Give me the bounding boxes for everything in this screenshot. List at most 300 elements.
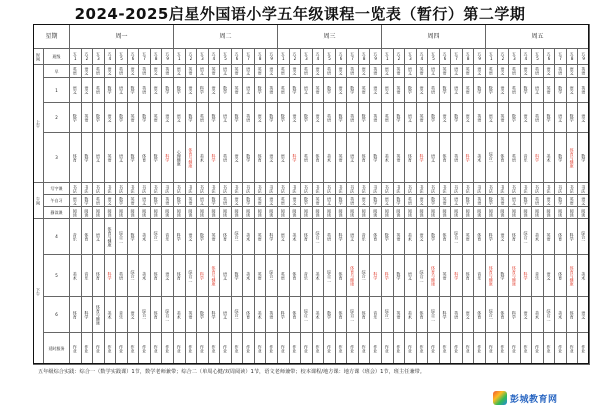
- day-header: 周五: [486, 25, 590, 49]
- schedule-cell: 语文: [555, 103, 567, 133]
- schedule-cell: 英语: [532, 103, 544, 133]
- schedule-cell: 语文: [347, 219, 359, 255]
- schedule-cell: 书法: [543, 183, 555, 195]
- schedule-cell: 数学: [127, 219, 139, 255]
- schedule-cell: 书法: [254, 183, 266, 195]
- class-header: 五2: [497, 49, 509, 65]
- schedule-cell: 语文: [197, 65, 209, 78]
- schedule-cell: 语文: [532, 78, 544, 103]
- schedule-cell: 书法: [266, 183, 278, 195]
- schedule-cell: 体育: [70, 297, 82, 333]
- schedule-cell: 语文: [289, 65, 301, 78]
- schedule-cell: 语文: [451, 78, 463, 103]
- schedule-cell: 英语: [497, 103, 509, 133]
- schedule-cell: 体育: [243, 297, 255, 333]
- class-header: 五5: [220, 49, 232, 65]
- schedule-cell: 综合二: [162, 297, 174, 333]
- schedule-cell: 数学: [543, 103, 555, 133]
- header-days-row: [34, 25, 590, 49]
- schedule-cell: 英语: [243, 103, 255, 133]
- schedule-cell: 阅读: [428, 207, 440, 219]
- schedule-cell: 书法: [428, 183, 440, 195]
- schedule-cell: 阅读: [416, 207, 428, 219]
- schedule-cell: 数学: [578, 133, 590, 183]
- schedule-cell: 语文: [243, 78, 255, 103]
- class-header: 五7: [451, 49, 463, 65]
- schedule-cell: 综合一: [578, 219, 590, 255]
- class-header: 五5: [532, 49, 544, 65]
- schedule-cell: 体育: [474, 219, 486, 255]
- schedule-cell: 数学: [174, 195, 186, 207]
- schedule-cell: 体育: [439, 133, 451, 183]
- schedule-cell: 语文: [497, 219, 509, 255]
- schedule-cell: 体育: [474, 297, 486, 333]
- schedule-cell: 英语: [335, 133, 347, 183]
- period-row: [34, 183, 590, 195]
- schedule-cell: 阅读: [393, 207, 405, 219]
- schedule-cell: 英语: [266, 297, 278, 333]
- period-label: 2: [44, 103, 70, 133]
- schedule-cell: 英语: [231, 78, 243, 103]
- schedule-cell: 体育: [312, 133, 324, 183]
- schedule-cell: 数学: [509, 103, 521, 133]
- schedule-cell: 作业: [174, 333, 186, 365]
- period-label: 5: [44, 255, 70, 297]
- schedule-cell: 英语: [451, 133, 463, 183]
- schedule-cell: 美术: [104, 297, 116, 333]
- schedule-cell: 体育: [220, 219, 232, 255]
- class-header: 五9: [266, 49, 278, 65]
- schedule-cell: 语文: [382, 65, 394, 78]
- schedule-cell: 英语: [509, 133, 521, 183]
- schedule-cell: 语文: [358, 195, 370, 207]
- schedule-cell: 数学: [174, 78, 186, 103]
- schedule-cell: 语文: [462, 103, 474, 133]
- schedule-cell: 英语: [428, 78, 440, 103]
- schedule-cell: 综合二: [416, 255, 428, 297]
- schedule-cell: 作业: [451, 333, 463, 365]
- schedule-cell: 阅读: [289, 207, 301, 219]
- schedule-cell: 语文: [231, 133, 243, 183]
- schedule-cell: 心理健康: [174, 133, 186, 183]
- class-header: 五1: [174, 49, 186, 65]
- schedule-cell: 英语: [543, 219, 555, 255]
- schedule-cell: 书法: [382, 183, 394, 195]
- schedule-cell: 数学: [254, 78, 266, 103]
- schedule-cell: 书法: [243, 183, 255, 195]
- schedule-cell: 音乐: [116, 297, 128, 333]
- class-header: 五3: [405, 49, 417, 65]
- schedule-cell: 音乐: [520, 133, 532, 183]
- schedule-cell: 阅读: [566, 207, 578, 219]
- class-label: 班级: [44, 49, 70, 65]
- schedule-cell: 数学: [93, 103, 105, 133]
- schedule-cell: 科学: [520, 255, 532, 297]
- schedule-cell: 作业: [497, 333, 509, 365]
- schedule-cell: 数学: [301, 195, 313, 207]
- schedule-cell: 语文: [139, 195, 151, 207]
- period-label: 6: [44, 297, 70, 333]
- schedule-cell: 语文: [301, 78, 313, 103]
- schedule-cell: 英语: [555, 65, 567, 78]
- schedule-cell: 书法: [370, 183, 382, 195]
- schedule-cell: 作业: [416, 333, 428, 365]
- schedule-cell: 数学: [486, 195, 498, 207]
- schedule-cell: 数学: [324, 78, 336, 103]
- schedule-cell: 数学: [439, 78, 451, 103]
- schedule-cell: 书法: [520, 183, 532, 195]
- schedule-cell: 英语: [347, 65, 359, 78]
- schedule-cell: 英语: [474, 103, 486, 133]
- class-header: 五6: [439, 49, 451, 65]
- schedule-cell: 体育: [555, 255, 567, 297]
- schedule-cell: 体育: [150, 297, 162, 333]
- schedule-cell: 书法: [416, 183, 428, 195]
- schedule-cell: 作业: [289, 333, 301, 365]
- schedule-cell: 阅读: [254, 207, 266, 219]
- schedule-cell: 科学: [462, 133, 474, 183]
- schedule-cell: 作业: [139, 333, 151, 365]
- schedule-cell: 阅读: [347, 207, 359, 219]
- schedule-cell: 阅读: [532, 207, 544, 219]
- schedule-cell: 科学: [197, 78, 209, 103]
- schedule-cell: 体育: [254, 133, 266, 183]
- schedule-cell: 语文: [220, 103, 232, 133]
- schedule-cell: 阅读: [139, 207, 151, 219]
- day-header: 周四: [382, 25, 486, 49]
- schedule-cell: 科学: [370, 255, 382, 297]
- schedule-cell: 语文: [127, 65, 139, 78]
- schedule-cell: 体育: [405, 133, 417, 183]
- schedule-cell: 语文: [578, 103, 590, 133]
- schedule-cell: 美术: [243, 255, 255, 297]
- schedule-cell: 综合一: [231, 297, 243, 333]
- schedule-cell: 数学: [150, 195, 162, 207]
- schedule-cell: 综合一: [127, 255, 139, 297]
- class-header: 五3: [93, 49, 105, 65]
- schedule-cell: 语文: [543, 65, 555, 78]
- schedule-cell: 数学: [127, 133, 139, 183]
- schedule-cell: 数学: [208, 195, 220, 207]
- schedule-cell: 语文: [104, 195, 116, 207]
- schedule-cell: 音乐: [370, 297, 382, 333]
- class-header: 五2: [289, 49, 301, 65]
- schedule-cell: 美术: [532, 219, 544, 255]
- schedule-cell: 书法: [486, 183, 498, 195]
- schedule-cell: 数学: [231, 255, 243, 297]
- schedule-cell: 数学: [358, 103, 370, 133]
- period-label: 静读课: [44, 207, 70, 219]
- schedule-cell: 综合一: [382, 297, 394, 333]
- schedule-cell: 综合一: [358, 255, 370, 297]
- schedule-cell: 体育与健康: [208, 255, 220, 297]
- schedule-cell: 综合二: [428, 297, 440, 333]
- schedule-cell: 作业: [70, 333, 82, 365]
- schedule-cell: 英语: [162, 195, 174, 207]
- schedule-cell: 科学: [208, 133, 220, 183]
- schedule-cell: 数学: [197, 297, 209, 333]
- schedule-cell: 数学: [231, 103, 243, 133]
- schedule-cell: 书法: [439, 183, 451, 195]
- schedule-cell: 英语: [116, 255, 128, 297]
- schedule-cell: 英语: [312, 195, 324, 207]
- schedule-cell: 英语: [254, 195, 266, 207]
- schedule-cell: 体育: [555, 219, 567, 255]
- schedule-cell: 数学: [520, 195, 532, 207]
- schedule-cell: 英语: [254, 65, 266, 78]
- schedule-cell: 数学: [243, 195, 255, 207]
- schedule-cell: 数学: [81, 133, 93, 183]
- schedule-cell: 书法: [393, 183, 405, 195]
- schedule-cell: 语文: [382, 195, 394, 207]
- schedule-cell: 英语: [81, 103, 93, 133]
- schedule-cell: 英语: [185, 195, 197, 207]
- schedule-cell: 综合一: [150, 219, 162, 255]
- class-header: 五2: [393, 49, 405, 65]
- period-row: [34, 103, 590, 133]
- schedule-cell: 阅读: [312, 207, 324, 219]
- schedule-cell: 数学: [347, 78, 359, 103]
- schedule-cell: 书法: [335, 183, 347, 195]
- schedule-cell: 数学: [266, 103, 278, 133]
- day-header: 周一: [70, 25, 174, 49]
- schedule-cell: 综合二: [451, 219, 463, 255]
- section-morning-label: 上午: [34, 65, 44, 183]
- class-header: 五3: [509, 49, 521, 65]
- schedule-cell: 数学: [185, 103, 197, 133]
- schedule-cell: 数学: [393, 255, 405, 297]
- class-header: 五8: [254, 49, 266, 65]
- schedule-cell: 作业: [439, 333, 451, 365]
- schedule-cell: 语文: [486, 103, 498, 133]
- schedule-cell: 作业: [555, 333, 567, 365]
- schedule-cell: 英语: [509, 65, 521, 78]
- schedule-cell: 科学: [486, 219, 498, 255]
- schedule-cell: 英语: [266, 78, 278, 103]
- schedule-cell: 科学: [335, 219, 347, 255]
- schedule-cell: 英语: [393, 133, 405, 183]
- schedule-cell: 语文: [497, 78, 509, 103]
- schedule-cell: 作业: [428, 333, 440, 365]
- schedule-cell: 阅读: [70, 207, 82, 219]
- class-header: 五9: [578, 49, 590, 65]
- schedule-cell: 语文: [278, 133, 290, 183]
- period-row: [34, 65, 590, 78]
- schedule-cell: 数学: [127, 78, 139, 103]
- schedule-cell: 数学: [428, 219, 440, 255]
- schedule-cell: 科学: [382, 255, 394, 297]
- schedule-cell: 书法: [405, 183, 417, 195]
- schedule-cell: 数学: [370, 195, 382, 207]
- period-label: 写字课: [44, 183, 70, 195]
- schedule-cell: 书法: [312, 183, 324, 195]
- schedule-cell: 阅读: [266, 207, 278, 219]
- schedule-cell: 语文: [520, 65, 532, 78]
- schedule-cell: 数学: [139, 103, 151, 133]
- schedule-cell: 阅读: [509, 207, 521, 219]
- schedule-cell: 美术: [289, 219, 301, 255]
- schedule-cell: 作业: [266, 333, 278, 365]
- schedule-cell: 英语: [162, 65, 174, 78]
- schedule-cell: 阅读: [451, 207, 463, 219]
- schedule-cell: 语文: [289, 103, 301, 133]
- day-header: 周二: [174, 25, 278, 49]
- schedule-cell: 音乐: [532, 255, 544, 297]
- site-logo: [493, 389, 587, 407]
- schedule-cell: 体育: [93, 255, 105, 297]
- schedule-cell: 语文: [150, 78, 162, 103]
- class-header: 五6: [543, 49, 555, 65]
- schedule-cell: 语文: [150, 65, 162, 78]
- class-header: 五4: [416, 49, 428, 65]
- schedule-cell: 作业: [104, 333, 116, 365]
- schedule-cell: 科学: [174, 219, 186, 255]
- schedule-cell: 综合二: [185, 255, 197, 297]
- schedule-cell: 数学: [370, 133, 382, 183]
- schedule-cell: 英语: [278, 255, 290, 297]
- schedule-cell: 英语: [416, 65, 428, 78]
- schedule-cell: 数学: [301, 103, 313, 133]
- schedule-cell: 美术: [254, 297, 266, 333]
- schedule-cell: 英语: [278, 195, 290, 207]
- schedule-cell: 书法: [555, 183, 567, 195]
- schedule-cell: 英语: [208, 65, 220, 78]
- schedule-cell: 体育: [462, 255, 474, 297]
- schedule-cell: 英语: [231, 65, 243, 78]
- schedule-cell: 数学: [497, 255, 509, 297]
- schedule-cell: 语文: [162, 255, 174, 297]
- class-header: 五3: [197, 49, 209, 65]
- schedule-cell: 综合二: [520, 219, 532, 255]
- schedule-cell: 阅读: [174, 207, 186, 219]
- schedule-cell: 语文: [220, 297, 232, 333]
- schedule-cell: 语文: [439, 103, 451, 133]
- period-label: 4: [44, 219, 70, 255]
- schedule-cell: 语文: [220, 65, 232, 78]
- schedule-cell: 数学: [405, 78, 417, 103]
- schedule-cell: 语文: [335, 78, 347, 103]
- schedule-cell: 阅读: [231, 207, 243, 219]
- schedule-cell: 作业: [254, 333, 266, 365]
- schedule-cell: 语文: [347, 133, 359, 183]
- schedule-cell: 数学: [474, 78, 486, 103]
- schedule-cell: 语文: [566, 78, 578, 103]
- schedule-cell: 体育: [358, 297, 370, 333]
- schedule-cell: 语文: [405, 255, 417, 297]
- schedule-cell: 作业: [278, 333, 290, 365]
- schedule-cell: 作业: [566, 333, 578, 365]
- schedule-cell: 作业: [382, 333, 394, 365]
- schedule-cell: 体育: [139, 133, 151, 183]
- schedule-cell: 美术: [382, 133, 394, 183]
- schedule-cell: 数学: [335, 103, 347, 133]
- schedule-cell: 数学: [428, 195, 440, 207]
- class-header: 五4: [104, 49, 116, 65]
- schedule-cell: 数学: [335, 195, 347, 207]
- schedule-cell: 数学: [486, 78, 498, 103]
- schedule-cell: 体育与健康: [486, 255, 498, 297]
- page-title: 2024-2025启星外国语小学五年级课程一览表（暂行）第二学期: [74, 5, 526, 23]
- schedule-cell: 英语: [439, 65, 451, 78]
- schedule-cell: 书法: [301, 183, 313, 195]
- schedule-cell: 体育: [335, 255, 347, 297]
- schedule-cell: 数学: [116, 103, 128, 133]
- schedule-cell: 美术: [70, 255, 82, 297]
- schedule-cell: 阅读: [335, 207, 347, 219]
- schedule-cell: 书法: [347, 183, 359, 195]
- schedule-cell: 作业: [370, 333, 382, 365]
- schedule-cell: 作业: [301, 333, 313, 365]
- schedule-cell: 科学: [208, 297, 220, 333]
- schedule-cell: 语文: [520, 103, 532, 133]
- schedule-cell: 作业: [81, 333, 93, 365]
- schedule-cell: 数学: [566, 103, 578, 133]
- schedule-cell: 科学: [566, 219, 578, 255]
- schedule-cell: 英语: [93, 195, 105, 207]
- schedule-cell: 书法: [208, 183, 220, 195]
- schedule-cell: 音乐: [358, 219, 370, 255]
- schedule-cell: 语文: [497, 65, 509, 78]
- schedule-cell: 体育与健康: [185, 133, 197, 183]
- schedule-cell: 阅读: [278, 207, 290, 219]
- schedule-cell: 体育: [289, 297, 301, 333]
- schedule-cell: 阅读: [497, 207, 509, 219]
- schedule-cell: 语文: [93, 219, 105, 255]
- schedule-cell: 科学: [532, 133, 544, 183]
- schedule-cell: 书法: [474, 183, 486, 195]
- period-label: 午自习: [44, 195, 70, 207]
- schedule-cell: 语文: [474, 65, 486, 78]
- schedule-cell: 数学: [81, 195, 93, 207]
- logo-icon: [493, 391, 507, 405]
- schedule-cell: 作业: [358, 333, 370, 365]
- schedule-cell: 综合一: [486, 133, 498, 183]
- schedule-cell: 美术: [578, 255, 590, 297]
- schedule-cell: 作业: [150, 333, 162, 365]
- schedule-cell: 阅读: [243, 207, 255, 219]
- schedule-cell: 书法: [278, 183, 290, 195]
- class-header: 五6: [231, 49, 243, 65]
- schedule-cell: 书法: [139, 183, 151, 195]
- schedule-cell: 数学: [428, 103, 440, 133]
- schedule-cell: 英语: [220, 133, 232, 183]
- period-row: [34, 195, 590, 207]
- schedule-cell: 语文: [451, 195, 463, 207]
- week-label: 星期: [34, 25, 70, 49]
- class-header: 五2: [81, 49, 93, 65]
- schedule-cell: 体育与健康: [104, 219, 116, 255]
- schedule-cell: 阅读: [462, 207, 474, 219]
- schedule-cell: 美术: [543, 133, 555, 183]
- schedule-cell: 阅读: [543, 207, 555, 219]
- schedule-cell: 书法: [509, 183, 521, 195]
- schedule-cell: 英语: [382, 103, 394, 133]
- period-row: [34, 297, 590, 333]
- schedule-cell: 数学: [555, 78, 567, 103]
- schedule-cell: 数学: [278, 103, 290, 133]
- schedule-cell: 作业: [474, 333, 486, 365]
- schedule-cell: 科学: [509, 297, 521, 333]
- schedule-cell: 阅读: [162, 207, 174, 219]
- schedule-cell: 语文: [278, 219, 290, 255]
- schedule-cell: 英语: [393, 78, 405, 103]
- schedule-cell: 美术: [139, 219, 151, 255]
- header-classes-row: [34, 49, 590, 65]
- schedule-cell: 英语: [532, 65, 544, 78]
- class-header: 五5: [428, 49, 440, 65]
- schedule-cell: 阅读: [370, 207, 382, 219]
- schedule-cell: 阅读: [185, 207, 197, 219]
